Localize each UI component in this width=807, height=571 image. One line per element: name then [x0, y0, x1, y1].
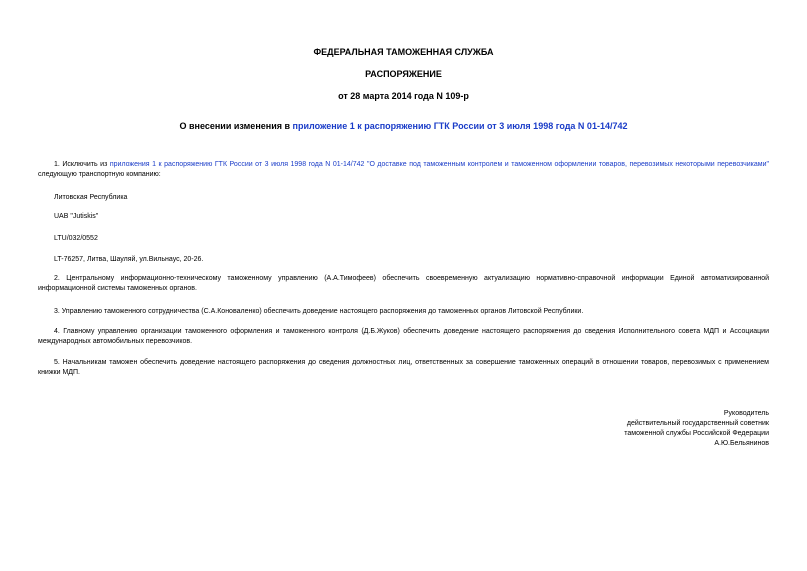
title-prefix: О внесении изменения в: [179, 121, 293, 131]
signature-block: [469, 409, 769, 449]
signature-rank-line-2: таможенной службы Российской Федерации: [624, 430, 769, 437]
title-link[interactable]: приложение 1 к распоряжению ГТК России от 3 июля 1998 года N 01-14/742: [292, 121, 628, 131]
document-date-number: от 28 марта 2014 года N 109-р: [338, 91, 469, 101]
paragraph-5: 5. Начальникам таможен обеспечить доведение настоящего распоряжения до сведения должностных лиц, ответственных за совершение таможенных операций в отношении товаров, перевозимых с применением книжки МДП.: [38, 359, 769, 376]
paragraph-1-link[interactable]: приложения 1 к распоряжению ГТК России от 3 июля 1998 года N 01-14/742 "О доставке под таможенным контролем и таможенном оформлении товаров, перевозимых некоторыми перевозчиками": [109, 161, 770, 168]
paragraph-3: 3. Управлению таможенного сотрудничества (С.А.Коноваленко) обеспечить доведение настоящего распоряжения до таможенных органов Литовской Республики.: [54, 308, 584, 315]
company-country: Литовская Республика: [54, 194, 128, 201]
paragraph-2: 2. Центральному информационно-техническому таможенному управлению (А.А.Тимофеев) обеспечить своевременную актуализацию нормативно-справочной информации Единой автоматизированной информационной системы таможенных органов.: [38, 275, 769, 292]
signature-name: А.Ю.Бельянинов: [714, 440, 769, 447]
signature-rank-line-1: действительный государственный советник: [626, 420, 769, 427]
company-address: LT-76257, Литва, Шауляй, ул.Вильнаус, 20-26.: [54, 256, 204, 263]
signature-role: Руководитель: [723, 410, 769, 417]
paragraph-1: [38, 160, 769, 180]
document-type: РАСПОРЯЖЕНИЕ: [365, 69, 442, 79]
agency-title: ФЕДЕРАЛЬНАЯ ТАМОЖЕННАЯ СЛУЖБА: [313, 47, 494, 57]
company-name: UAB "Jutiskis": [54, 213, 99, 220]
paragraph-1-suffix: следующую транспортную компанию:: [38, 171, 161, 178]
paragraph-4: 4. Главному управлению организации таможенного оформления и таможенного контроля (Д.Б.Жуков) обеспечить доведение настоящего распоряжения до сведения Исполнительного совета МДП и Ассоциации международных автомобильных перевозчиков.: [38, 328, 769, 345]
paragraph-1-prefix: 1. Исключить из: [54, 161, 110, 168]
company-code: LTU/032/0552: [54, 235, 98, 242]
document-title: [0, 121, 807, 132]
